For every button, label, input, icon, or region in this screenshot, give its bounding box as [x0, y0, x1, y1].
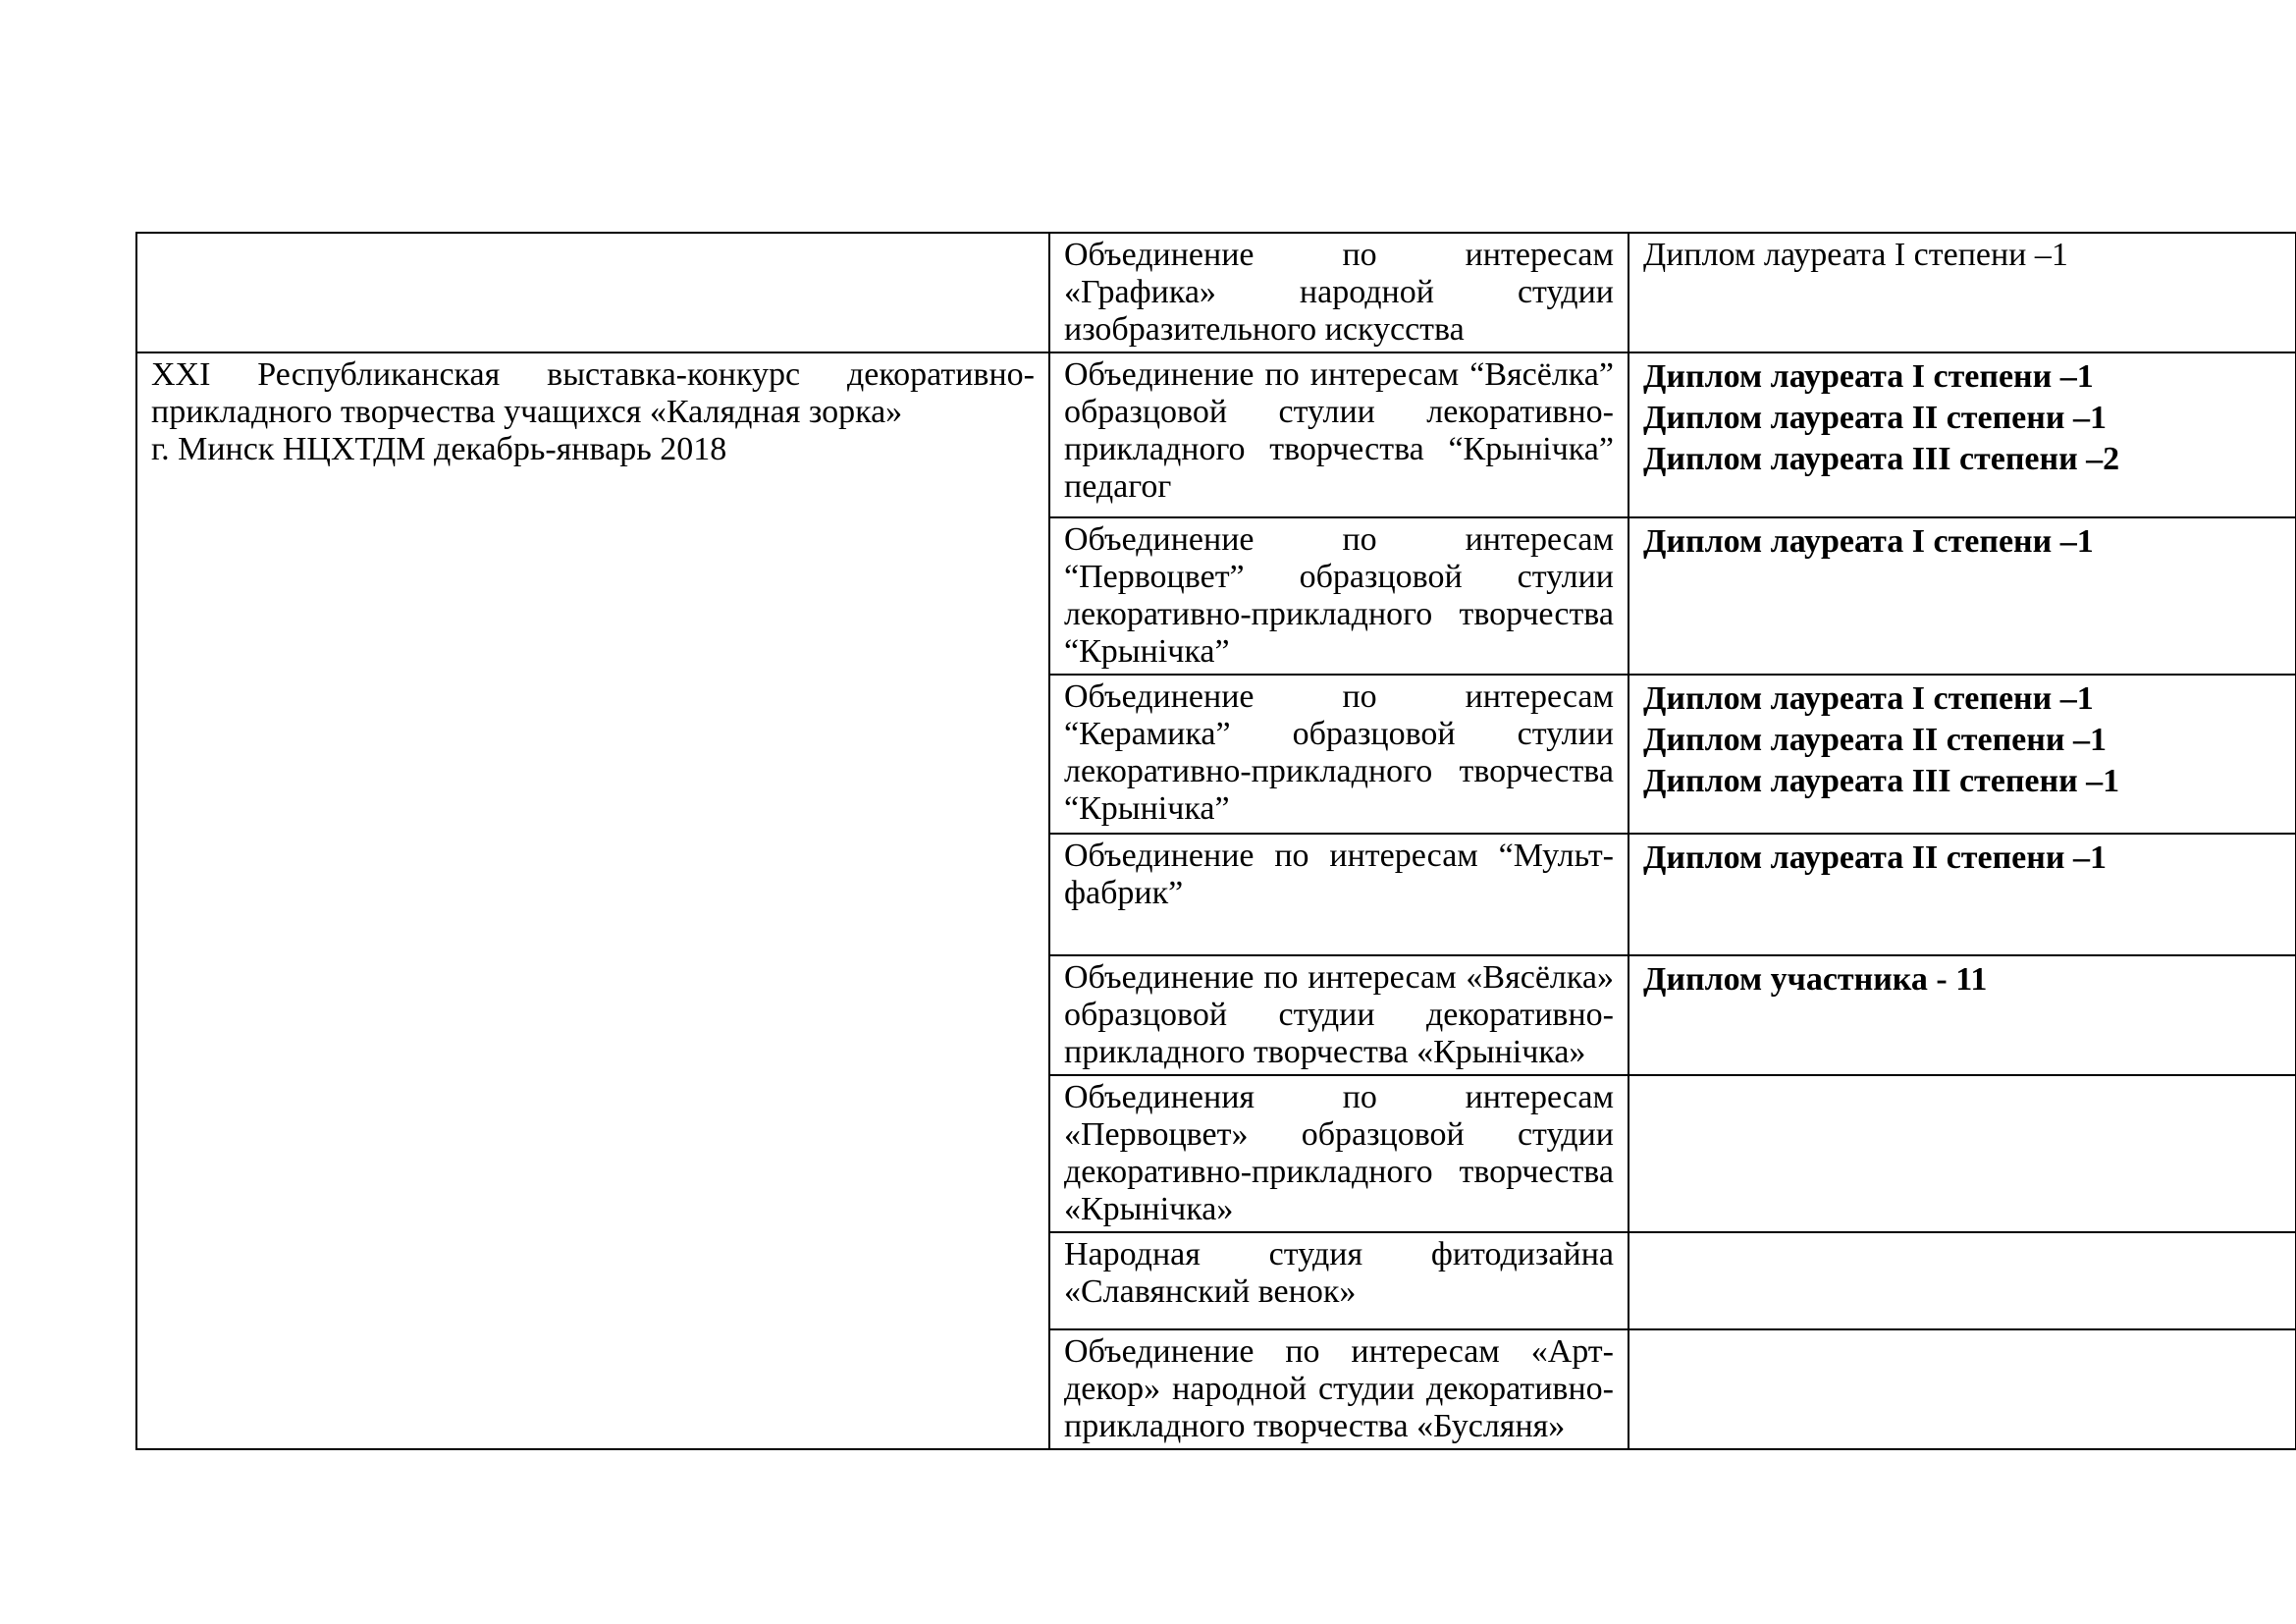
group-cell: Объединение по интересам “Мульт-фабрик” [1049, 834, 1629, 955]
award-cell-empty [1629, 1329, 2296, 1449]
award-line: Диплом лауреата II степени –1 [1643, 722, 2107, 758]
award-cell-empty [1629, 1232, 2296, 1329]
group-cell: Объединения по интересам «Первоцвет» образцовой студии декоративно-прикладного творчества «Крынічка» [1049, 1075, 1629, 1232]
award-cell [1629, 955, 2296, 1075]
award-line: Диплом лауреата III степени –1 [1643, 763, 2120, 799]
award-cell-empty [1629, 1075, 2296, 1232]
group-cell: Объединение по интересам “Вясёлка” образцовой стулии лекоративно-прикладного творчества “Крынічка” педагог [1049, 352, 1629, 517]
event-cell [136, 352, 1049, 1449]
table-row [136, 352, 2296, 517]
award-line: Диплом лауреата I степени –1 [1643, 680, 2094, 717]
event-title-line-1: XXI Республиканская выставка-конкурс декоративно- [151, 356, 1035, 393]
award-line: Диплом лауреата II степени –1 [1643, 839, 2107, 876]
award-cell [1629, 834, 2296, 955]
event-location-date: г. Минск НЦХТДМ декабрь-январь 2018 [151, 431, 727, 467]
award-line: Диплом лауреата II степени –1 [1643, 400, 2107, 436]
awards-table [135, 232, 2296, 1450]
award-cell [1629, 675, 2296, 834]
award-cell [1629, 352, 2296, 517]
event-title-line-2: прикладного творчества учащихся «Калядная зорка» [151, 394, 903, 430]
group-cell: Объединение по интересам “Первоцвет” образцовой стулии лекоративно-прикладного творчества “Крынічка” [1049, 517, 1629, 675]
event-cell-empty [136, 233, 1049, 352]
award-cell [1629, 233, 2296, 352]
group-cell: Объединение по интересам «Арт-декор» народной студии декоративно-прикладного творчества «Бусляня» [1049, 1329, 1629, 1449]
award-line: Диплом участника - 11 [1643, 961, 1988, 998]
award-cell [1629, 517, 2296, 675]
group-cell: Объединение по интересам “Керамика” образцовой стулии лекоративно-прикладного творчества “Крынічка” [1049, 675, 1629, 834]
award-line: Диплом лауреата I степени –1 [1643, 237, 2068, 273]
award-line: Диплом лауреата I степени –1 [1643, 358, 2094, 395]
award-line: Диплом лауреата III степени –2 [1643, 441, 2120, 477]
table-row [136, 233, 2296, 352]
group-cell: Народная студия фитодизайна «Славянский венок» [1049, 1232, 1629, 1329]
group-cell: Объединение по интересам «Графика» народной студии изобразительного искусства [1049, 233, 1629, 352]
group-cell: Объединение по интересам «Вясёлка» образцовой студии декоративно-прикладного творчества «Крынічка» [1049, 955, 1629, 1075]
award-line: Диплом лауреата I степени –1 [1643, 523, 2094, 560]
